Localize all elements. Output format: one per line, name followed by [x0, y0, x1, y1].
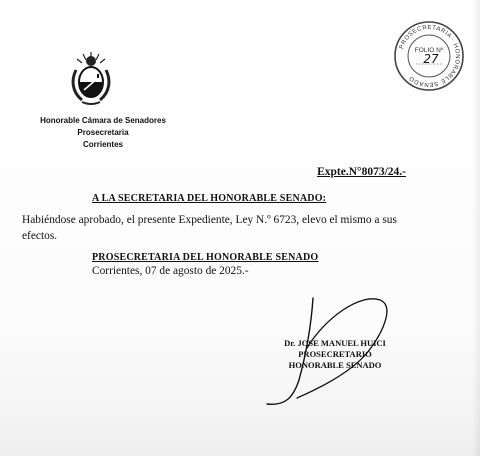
folio-number: 27 — [423, 52, 439, 66]
handwritten-signature — [255, 288, 405, 413]
expediente-number: Expte.N°8073/24.- — [317, 166, 406, 178]
signatory-name: Dr. JOSE MANUEL HUICI — [284, 338, 386, 348]
stamp-ring-text: PROSECRETARIA · HONORABLE SENADO — [398, 24, 461, 88]
signatory-title: PROSECRETARIO — [298, 349, 372, 359]
body-paragraph: Habiéndose aprobado, el presente Expediente, Ley N.º 6723, elevo el mismo a sus efectos. — [22, 214, 397, 242]
coat-of-arms-icon — [68, 50, 114, 106]
institution-name: Honorable Cámara de Senadores — [40, 116, 166, 125]
department-heading: PROSECRETARIA DEL HONORABLE SENADO — [92, 252, 319, 263]
signatory-body: HONORABLE SENADO — [288, 360, 382, 370]
page-shadow — [0, 426, 480, 456]
folio-stamp — [391, 21, 467, 91]
addressee-heading: A LA SECRETARIA DEL HONORABLE SENADO: — [92, 193, 327, 204]
department-name: Prosecretaria — [77, 128, 129, 137]
city-name: Corrientes — [82, 140, 123, 149]
folio-label: FOLIO Nº — [414, 47, 444, 54]
page-edge-shadow — [472, 0, 480, 456]
place-and-date: Corrientes, 07 de agosto de 2025.- — [92, 265, 249, 277]
institution-header — [18, 115, 188, 151]
